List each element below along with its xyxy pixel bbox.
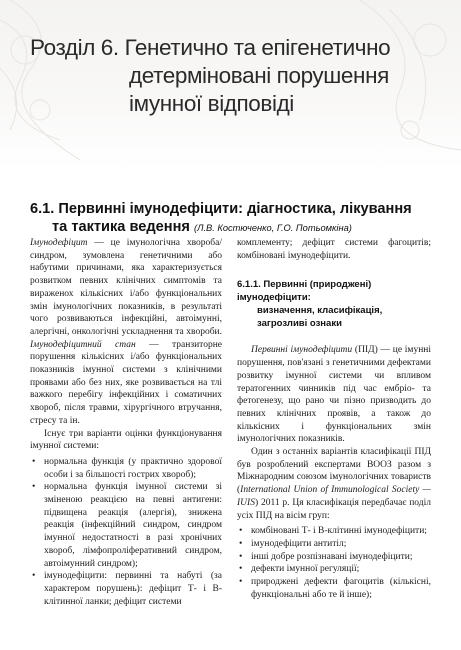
subsection-heading-line1: 6.1.1. Первинні (природжені) імунодефіцити:: [237, 279, 372, 304]
paragraph-text: ) 2011 р. Ця класифікація передбачає поділ усіх ПІД на вісім груп:: [237, 497, 431, 521]
term-immunodeficient-state: Імунодефіцитний стан: [30, 339, 136, 350]
right-column: [237, 237, 431, 601]
left-column: [30, 237, 222, 608]
term-iuis: International Union of Immunological Society — IUIS: [237, 485, 431, 508]
section-title-line1: 6.1. Первинні імунодефіцити: діагностика, лікування: [30, 201, 412, 217]
section-title-line2: та тактика ведення: [52, 219, 190, 235]
paragraph-text: (ПІД) — це імунні порушення, пов'язані з генетичними дефектами розвитку імунної системи чи впливом тератогенних чинників під час ембріо- та фетогенезу, що рано чи пізно призводить до певних клінічних проявів, а також до кількісних і функціональних змін імунологічних показників.: [237, 345, 431, 445]
paragraph-text: — це імунологічна хвороба/синдром, зумовлена генетичними або набутими причинами, яка характеризується розвитком певних клінічних симптомів та вираженох кількісних і/або функціональних змін імунологічних показників, в результаті чого розвиваються інфекційні, автоімунні, алергічні, онкологічні ускладнення та хвороби.: [30, 238, 222, 337]
list-item: • імунодефіцити антитіл;: [237, 538, 431, 551]
subsection-heading: [237, 278, 431, 330]
paragraph: [237, 446, 431, 522]
paragraph: [30, 237, 222, 428]
chapter-title-line1: Розділ 6. Генетично та епігенетично: [30, 35, 391, 60]
chapter-title-line3: імунної відповіді: [129, 91, 294, 116]
subsection-heading-line2: визначення, класифікація, загрозливі ознаки: [257, 305, 383, 330]
list-item: • дефекти імунної регуляції;: [237, 563, 431, 576]
paragraph: комплементу; дефіцит системи фагоцитів; комбіновані імунодефіцити.: [237, 238, 431, 261]
chapter-title-line2: детерміновані порушення: [129, 63, 389, 88]
chapter-title: [30, 34, 450, 118]
term-primary-immunodeficiencies: Первинні імунодефіцити: [251, 345, 353, 356]
paragraph-text: — транзиторне порушення кількісних і/або функціональних показників імунної системи з клінічними проявами або без них, яке розвивається на тлі важкого перебігу інфекційних і соматичних хвороб, після травми, хірургічного втручання, стресу та ін.: [30, 339, 222, 426]
section-title: [30, 200, 450, 237]
paragraph: Існує три варіанти оцінки функціонування імунної системи:: [30, 428, 222, 452]
paragraph: [237, 344, 431, 446]
list-item: • інші добре розпізнавані імунодефіцити;: [237, 551, 431, 564]
list-item: • природжені дефекти фагоцитів (кількісні, функціональні або те й інше);: [237, 576, 431, 601]
list-item: • нормальна функція імунної системи зі зміненою реакцією на певні антигени: підвищена реакція (алергія), знижена реакція (інфекційний синдром, синдром імунної недостатності в разі хронічних хвороб, лімфопроліферативний синдром, автоімунний синдром);: [30, 481, 222, 570]
bullet-list: [237, 525, 431, 601]
bullet-list: [30, 456, 222, 608]
list-item: • комбіновані Т- і В-клітинні імунодефіцити;: [237, 525, 431, 538]
list-item: • імунодефіцити: первинні та набуті (за характером порушень): дефіцит Т- і В-клітинної ланки; дефіцит системи: [30, 570, 222, 608]
paragraph-text: Один з останніх варіантів класифікації ПІД був розроблений експертами ВООЗ разом з Міжнародним союзом імунологічних товариств (: [237, 447, 431, 496]
term-immunodeficiency: Імунодефіцит: [30, 238, 88, 248]
list-item: • нормальна функція (у практично здорової особи і за більшості гострих хвороб);: [30, 456, 222, 481]
section-authors: (Л.В. Костюченко, Г.О. Потьомкіна): [193, 223, 352, 233]
